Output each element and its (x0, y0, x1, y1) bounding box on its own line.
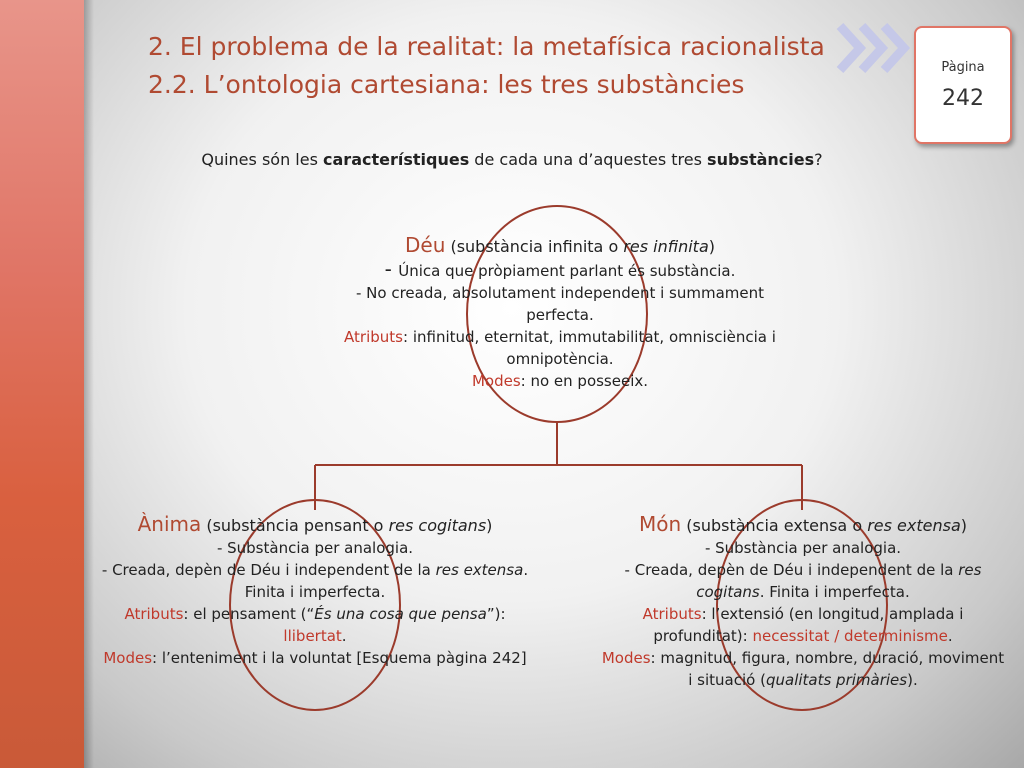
mon-description: Món (substància extensa o res extensa) - Substància per analogia. - Creada, depèn de Déu i independent de la res cogitans. Finita i imperfecta. Atributs: l’extensió (en longitud, amplada i profunditat): necessitat / determinisme. Modes: magnitud, figura, nombre, duració, moviment i situació (qualitats primàries). (601, 512, 1005, 689)
page-number: 242 (942, 86, 984, 111)
anima-heading: Ànima (137, 512, 202, 536)
page-label: Pàgina (941, 60, 985, 75)
deu-description: Déu (substància infinita o res infinita) - Única que pròpiament parlant és substància. - No creada, absolutament independent i summament perfecta. Atributs: infinitud, eternitat, immutabilitat, omnisciència i omnipotència. Modes: no en posseeix. (344, 233, 776, 390)
anima-description: Ànima (substància pensant o res cogitans) - Substància per analogia. - Creada, depèn de Déu i independent de la res extensa. Finita i imperfecta. Atributs: el pensament (“És una cosa que pensa”): llibertat. Modes: l’enteniment i la voluntat [Esquema pàgina 242] (101, 512, 529, 667)
deu-heading: Déu (404, 233, 446, 257)
mon-heading: Món (638, 512, 682, 536)
question-text: Quines són les característiques de cada una d’aquestes tres substàncies? (201, 150, 823, 169)
page-title: 2. El problema de la realitat: la metafísica racionalista (148, 32, 825, 61)
page-subtitle: 2.2. L’ontologia cartesiana: les tres substàncies (148, 70, 745, 99)
